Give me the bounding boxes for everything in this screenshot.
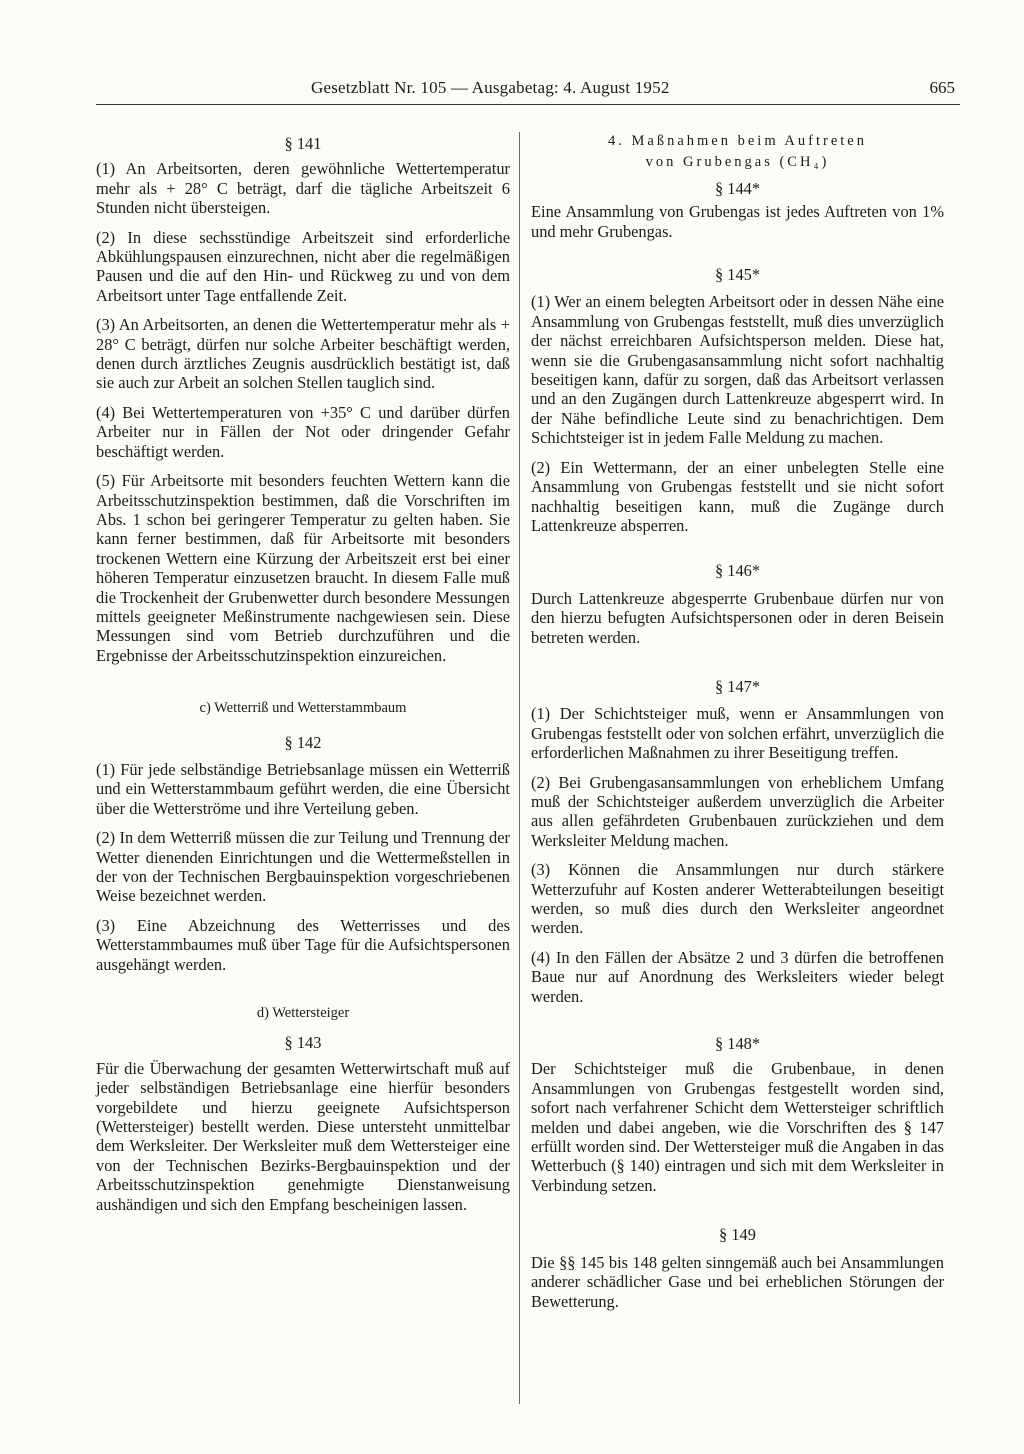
paragraph: Die §§ 145 bis 148 gelten sinngemäß auch bei Ansammlungen anderer schädlicher Gase und bei erheblichen Störungen der Bewetterung. [531, 1252, 944, 1311]
section-heading-149: § 149 [719, 1225, 756, 1245]
paragraph: (1) An Arbeitsorten, deren gewöhnliche Wettertemperatur mehr als + 28° C beträgt, darf die tägliche Arbeitszeit 6 Stunden nicht übersteigen. [96, 159, 510, 218]
paragraph: (3) An Arbeitsorten, an denen die Wettertemperatur mehr als + 28° C beträgt, dürfen nur solche Arbeiter beschäftigt werden, denen durch ärztliches Zeugnis ausdrücklich bestätigt ist, daß sie auch zur Arbeit an solchen Stellen tauglich sind. [96, 315, 510, 393]
header-title: Gesetzblatt Nr. 105 — Ausgabetag: 4. August 1952 [311, 78, 670, 97]
section-heading-143: § 143 [284, 1033, 322, 1053]
paragraph: (3) Eine Abzeichnung des Wetterrisses und des Wetterstammbaumes muß über Tage für die Aufsichtspersonen ausgehängt werden. [96, 915, 510, 974]
section-heading-144: § 144* [714, 178, 761, 198]
section-heading-141: § 141 [284, 134, 322, 153]
paragraph: (4) In den Fällen der Absätze 2 und 3 dürfen die betroffenen Baue nur auf Anordnung des Werksleiters wieder belegt werden. [531, 947, 944, 1006]
subsection-title-4-line2: von Grubengas (CH₄) [645, 154, 830, 171]
paragraph: (1) Wer an einem belegten Arbeitsort oder in dessen Nähe eine Ansammlung von Grubengas feststellt, muß dies unverzüglich der nächst erreichbaren Aufsichtsperson melden. Diese hat, wenn sie die Grubengasansammlung nicht sofort nachhaltig beseitigen kann, dafür zu sorgen, daß das Arbeitsort verlassen und an den Zugängen durch Lattenkreuze abgesperrt wird. In der Nähe befindliche Leute sind zu benachrichtigen. Dem Schichtsteiger ist in jedem Falle Meldung zu machen. [531, 292, 944, 448]
section-heading-142: § 142 [284, 732, 322, 752]
paragraph: Durch Lattenkreuze abgesperrte Grubenbaue dürfen nur von den hierzu befugten Aufsichtspersonen oder in deren Beisein betreten werden. [531, 588, 944, 647]
paragraph: (1) Für jede selbständige Betriebsanlage müssen ein Wetterriß und ein Wetterstammbaum geführt werden, die eine Übersicht über die Wetterströme und ihre Verteilung geben. [96, 759, 510, 818]
paragraph: (1) Der Schichtsteiger muß, wenn er Ansammlungen von Grubengas feststellt oder von solchen erfährt, unverzüglich die erforderlichen Maßnahmen zu ihrer Beseitigung treffen. [531, 704, 944, 763]
section-heading-147: § 147* [714, 676, 761, 696]
left-column [96, 126, 510, 1214]
section-heading-148: § 148* [714, 1034, 761, 1054]
paragraph: Eine Ansammlung von Grubengas ist jedes Auftreten von 1% und mehr Grubengas. [531, 202, 944, 241]
paragraph: (3) Können die Ansammlungen nur durch stärkere Wetterzufuhr auf Kosten anderer Wetterabteilungen beseitigt werden, so muß dies durch den Werksleiter angeordnet werden. [531, 860, 944, 938]
page-number: 665 [929, 78, 955, 97]
right-column [531, 126, 944, 1311]
page-header [96, 74, 960, 105]
section-heading-145: § 145* [714, 265, 761, 285]
column-divider [519, 132, 520, 1404]
subsection-title-d: d) Wettersteiger [256, 1005, 350, 1022]
paragraph: (5) Für Arbeitsorte mit besonders feuchten Wettern kann die Arbeitsschutzinspektion bestimmen, daß die Vorschriften im Abs. 1 schon bei geringerer Temperatur zu gelten haben. Sie kann ferner bestimmen, daß für Arbeitsorte mit besonders trockenen Wettern eine Kürzung der Arbeitszeit erst bei einer höheren Temperatur einzusetzen braucht. In diesem Falle muß die Trockenheit der Grubenwetter durch besondere Messungen mittels geeigneter Meßinstrumente nachgewiesen sein. Diese Messungen sind vom Betrieb durchzuführen und die Ergebnisse der Arbeitsschutzinspektion einzureichen. [96, 471, 510, 665]
paragraph: (2) Bei Grubengasansammlungen von erheblichem Umfang muß der Schichtsteiger außerdem unverzüglich die Arbeiter aus allen gefährdeten Grubenbauen zurückziehen und dem Werksleiter Meldung machen. [531, 772, 944, 850]
paragraph: (2) In dem Wetterriß müssen die zur Teilung und Trennung der Wetter dienenden Einrichtungen und die Wettermeßstellen in der von der Technischen Bergbauinspektion vorgeschriebenen Weise bezeichnet werden. [96, 828, 510, 906]
subsection-title-4: 4. Maßnahmen beim Auftreten [608, 133, 867, 149]
subsection-title-c: c) Wetterriß und Wetterstammbaum [199, 700, 407, 717]
paragraph: Für die Überwachung der gesamten Wetterwirtschaft muß auf jeder selbständigen Betriebsanlage eine hierfür besonders vorgebildete und hierzu geeignete Aufsichtsperson (Wettersteiger) bestellt werden. Diese untersteht unmittelbar dem Werksleiter. Der Werksleiter muß dem Wettersteiger eine von der Technischen Bezirks-Bergbauinspektion und der Arbeitsschutzinspektion genehmigte Dienstanweisung aushändigen und sich den Empfang bescheinigen lassen. [96, 1058, 510, 1214]
paragraph: Der Schichtsteiger muß die Grubenbaue, in denen Ansammlungen von Grubengas festgestellt worden sind, sofort nach verfahrener Schicht dem Wettersteiger schriftlich melden und dabei angeben, wie die Vorschriften des § 147 erfüllt worden sind. Der Wettersteiger muß die Angaben in das Wetterbuch (§ 140) eintragen und sich mit dem Werksleiter in Verbindung setzen. [531, 1059, 944, 1195]
paragraph: (4) Bei Wettertemperaturen von +35° C und darüber dürfen Arbeiter nur in Fällen der Not oder dringender Gefahr beschäftigt werden. [96, 402, 510, 461]
paragraph: (2) In diese sechsstündige Arbeitszeit sind erforderliche Abkühlungspausen einzurechnen, nicht aber die regelmäßigen Pausen und die auf den Hin- und Rückweg zu und von dem Arbeitsort unter Tage entfallende Zeit. [96, 227, 510, 305]
section-heading-146: § 146* [714, 561, 761, 581]
paragraph: (2) Ein Wettermann, der an einer unbelegten Stelle eine Ansammlung von Grubengas feststellt und sie nicht sofort nachhaltig beseitigen kann, muß die Zugänge durch Lattenkreuze absperren. [531, 457, 944, 535]
